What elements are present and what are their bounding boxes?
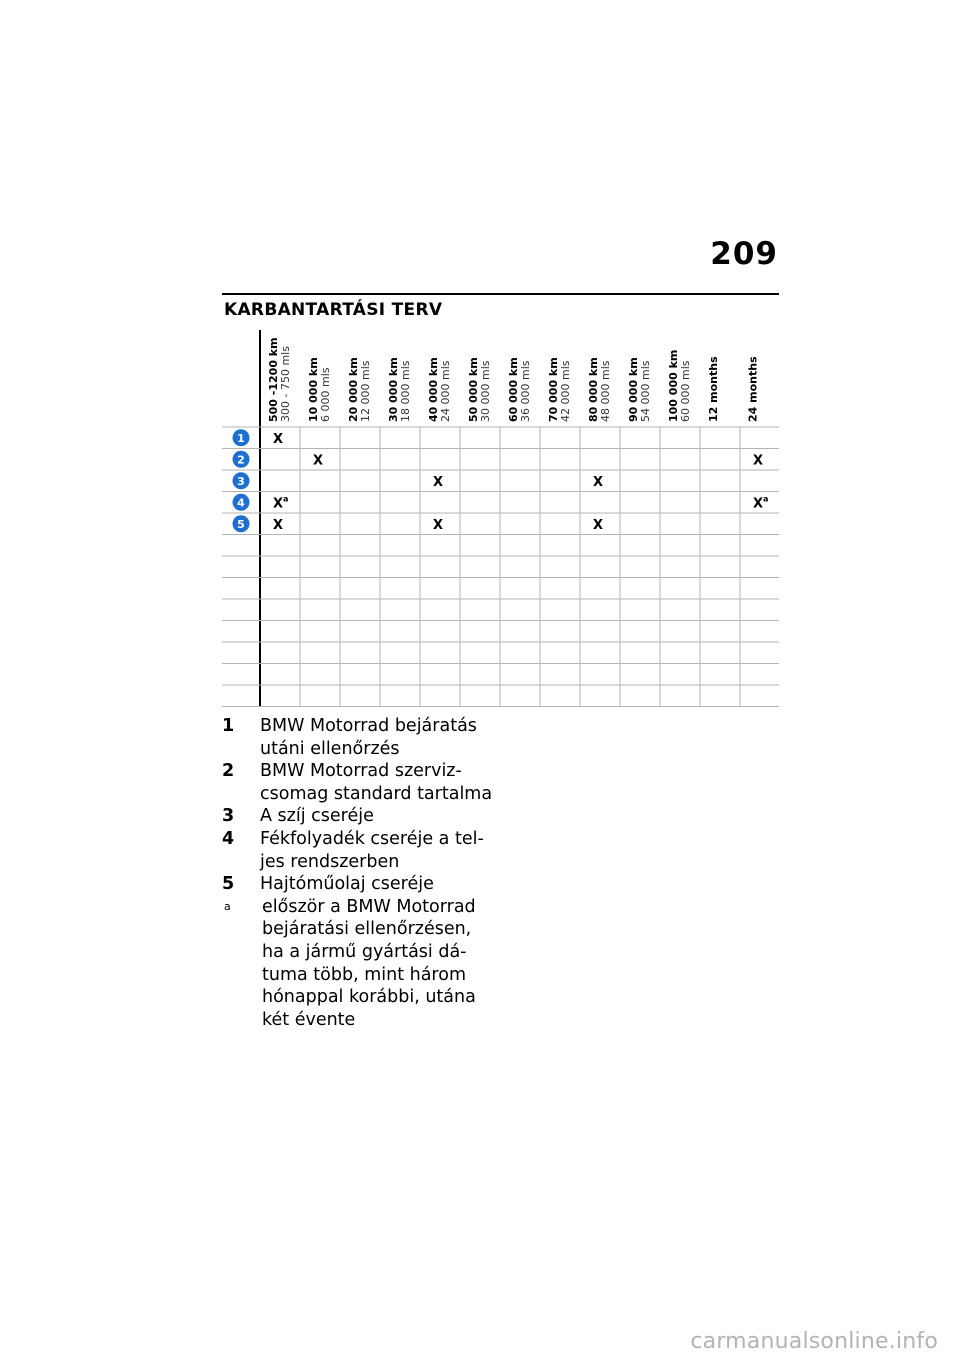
column-header-km: 500 -1200 km (267, 337, 280, 422)
column-header-mls: 18 000 mls (399, 360, 412, 422)
legend-number: 3 (222, 806, 235, 827)
column-header-mls: 300 - 750 mls (279, 346, 292, 422)
maintenance-mark: X (273, 431, 284, 447)
legend-line (222, 828, 522, 851)
column-header-km: 70 000 km (547, 357, 560, 422)
section-title: KARBANTARTÁSI TERV (224, 300, 443, 320)
legend-line (222, 941, 522, 964)
row-badge-number: 2 (237, 453, 245, 467)
watermark: carmanualsonline.info (690, 1329, 938, 1354)
row-badge-number: 5 (237, 517, 245, 531)
legend-number: 2 (222, 761, 235, 782)
legend-line (222, 1009, 522, 1032)
legend-text: két évente (262, 1009, 356, 1030)
legend-line (222, 896, 522, 919)
legend-number (222, 986, 262, 1009)
column-header-mls: 42 000 mls (559, 360, 572, 422)
maintenance-mark: $X^a$ (273, 494, 289, 512)
column-header-km: 40 000 km (427, 357, 440, 422)
column-header-km: 12 months (707, 356, 720, 422)
column-header-km: 50 000 km (467, 357, 480, 422)
column-header-km: 30 000 km (387, 357, 400, 422)
legend-text: BMW Motorrad szerviz- (260, 761, 462, 782)
legend-number: 5 (222, 874, 235, 895)
maintenance-mark: X (433, 474, 444, 490)
column-header-km: 20 000 km (347, 357, 360, 422)
legend-number (222, 964, 262, 987)
legend-text: bejáratási ellenőrzésen, (262, 919, 472, 940)
column-header-mls: 30 000 mls (479, 360, 492, 422)
legend-text: tuma több, mint három (262, 964, 467, 985)
legend-number (222, 851, 260, 874)
legend-number: a (224, 899, 231, 913)
maintenance-mark: X (273, 517, 284, 533)
legend-text: ha a jármű gyártási dá- (262, 941, 467, 962)
legend-line (222, 738, 522, 761)
legend-text: Fékfolyadék cseréje a tel- (260, 828, 484, 849)
legend-text: hónappal korábbi, utána (262, 987, 476, 1008)
column-header-mls: 24 000 mls (439, 360, 452, 422)
column-header-mls: 48 000 mls (599, 360, 612, 422)
column-header-mls: 6 000 mls (319, 367, 332, 422)
legend-text: A szíj cseréje (260, 806, 374, 827)
legend-number: 4 (222, 828, 235, 849)
legend-number (222, 783, 260, 806)
legend-line (222, 873, 522, 896)
legend-number (222, 1009, 262, 1032)
legend-text: jes rendszerben (260, 851, 400, 872)
column-header-km: 90 000 km (627, 357, 640, 422)
legend-text: BMW Motorrad bejáratás (260, 716, 477, 736)
legend-line (222, 805, 522, 828)
column-header-km: 60 000 km (507, 357, 520, 422)
legend-line (222, 964, 522, 987)
maintenance-mark: X (753, 453, 764, 469)
column-header-km: 24 months (746, 356, 760, 422)
column-header-km: 10 000 km (307, 357, 320, 422)
maintenance-mark: X (593, 517, 604, 533)
column-header-mls: 36 000 mls (519, 360, 532, 422)
legend-text: Hajtóműolaj cseréje (260, 874, 434, 895)
legend-line (222, 986, 522, 1009)
legend-line (222, 783, 522, 806)
row-badge-number: 4 (237, 496, 245, 510)
maintenance-mark: $X^a$ (753, 494, 769, 512)
maintenance-mark: X (593, 474, 604, 490)
column-header-mls: 54 000 mls (639, 360, 652, 422)
legend-line (222, 918, 522, 941)
legend-number (222, 738, 260, 761)
legend-text: utáni ellenőrzés (260, 738, 400, 759)
column-header-mls: 60 000 mls (679, 360, 692, 422)
legend-number: 1 (222, 716, 235, 736)
legend (222, 715, 522, 1031)
legend-line (222, 851, 522, 874)
maintenance-mark: X (313, 453, 324, 469)
column-header-mls: 12 000 mls (359, 360, 372, 422)
maintenance-mark: X (433, 517, 444, 533)
legend-number (222, 918, 262, 941)
legend-line (222, 760, 522, 783)
legend-number (222, 941, 262, 964)
column-header-km: 100 000 km (667, 349, 680, 422)
legend-text: csomag standard tartalma (260, 783, 493, 804)
legend-line (222, 715, 522, 738)
row-badge-number: 3 (237, 474, 245, 488)
legend-text: először a BMW Motorrad (262, 896, 476, 917)
column-header-km: 80 000 km (587, 357, 600, 422)
page-number: 209 (710, 236, 778, 272)
row-badge-number: 1 (237, 431, 245, 445)
